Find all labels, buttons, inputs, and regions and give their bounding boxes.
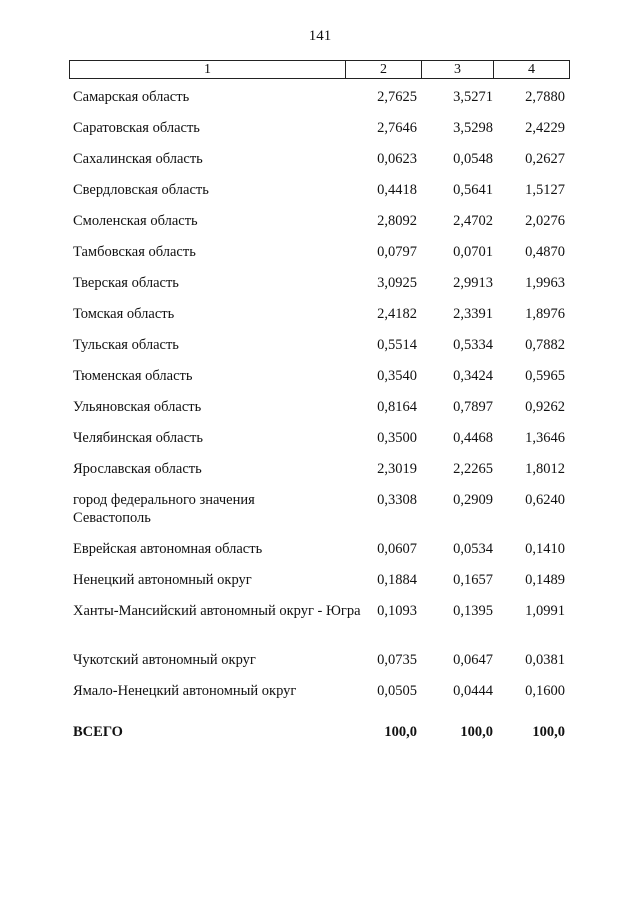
value-col-3: 0,0444 (453, 683, 493, 699)
table-row (0, 272, 640, 303)
value-col-4: 0,1600 (525, 683, 565, 699)
value-col-2: 2,7646 (377, 120, 417, 136)
value-col-2: 0,8164 (377, 399, 417, 415)
value-col-2: 0,1093 (377, 603, 417, 619)
region-name: Свердловская область (73, 182, 209, 198)
value-col-4: 1,8012 (525, 461, 565, 477)
table-row (0, 241, 640, 272)
region-name: Ямало-Ненецкий автономный округ (73, 683, 297, 699)
value-col-3: 0,0701 (453, 244, 493, 260)
value-col-4: 0,1489 (525, 572, 565, 588)
value-col-3: 0,1657 (453, 572, 493, 588)
table-row (0, 680, 640, 711)
value-col-2: 0,3308 (377, 492, 417, 508)
value-col-3: 0,0548 (453, 151, 493, 167)
table-row (0, 117, 640, 148)
value-col-4: 1,9963 (525, 275, 565, 291)
page-number: 141 (308, 28, 332, 44)
value-col-3: 2,9913 (453, 275, 493, 291)
value-col-4: 0,1410 (525, 541, 565, 557)
column-header-row (70, 61, 570, 79)
total-label: ВСЕГО (73, 724, 123, 740)
data-table-body (0, 86, 640, 752)
value-col-2: 0,0735 (377, 652, 417, 668)
value-col-4: 2,0276 (525, 213, 565, 229)
column-header-table (69, 60, 570, 79)
value-col-4: 0,5965 (525, 368, 565, 384)
value-col-4: 0,6240 (525, 492, 565, 508)
value-col-3: 0,2909 (453, 492, 493, 508)
table-row (0, 396, 640, 427)
table-row (0, 334, 640, 365)
value-col-3: 3,5271 (453, 89, 493, 105)
total-col-4: 100,0 (532, 724, 565, 740)
value-col-3: 0,0647 (453, 652, 493, 668)
region-name: Самарская область (73, 89, 190, 105)
total-col-2: 100,0 (384, 724, 417, 740)
value-col-4: 1,5127 (525, 182, 565, 198)
region-name: Ненецкий автономный округ (73, 572, 252, 588)
region-name: Челябинская область (73, 430, 203, 446)
region-name: Чукотский автономный округ (73, 652, 256, 668)
table-row (0, 600, 640, 649)
value-col-3: 0,5641 (453, 182, 493, 198)
value-col-2: 0,0607 (377, 541, 417, 557)
value-col-4: 1,8976 (525, 306, 565, 322)
region-name: Тульская область (73, 337, 179, 353)
value-col-3: 0,3424 (453, 368, 493, 384)
region-name: Саратовская область (73, 120, 200, 136)
value-col-2: 0,1884 (377, 572, 417, 588)
table-row (0, 458, 640, 489)
value-col-3: 2,4702 (453, 213, 493, 229)
table-row (0, 569, 640, 600)
table-row (0, 365, 640, 396)
region-name: Тюменская область (73, 368, 193, 384)
value-col-2: 2,8092 (377, 213, 417, 229)
value-col-2: 0,0505 (377, 683, 417, 699)
value-col-3: 2,3391 (453, 306, 493, 322)
table-row (0, 538, 640, 569)
table-row (0, 210, 640, 241)
value-col-4: 2,7880 (525, 89, 565, 105)
value-col-3: 0,4468 (453, 430, 493, 446)
value-col-2: 0,3500 (377, 430, 417, 446)
table-row (0, 303, 640, 334)
column-header-3: 3 (422, 61, 494, 79)
value-col-4: 0,2627 (525, 151, 565, 167)
region-name: Томская область (73, 306, 175, 322)
value-col-3: 0,5334 (453, 337, 493, 353)
table-row (0, 86, 640, 117)
region-name: Ярославская область (73, 461, 202, 477)
column-header-2: 2 (346, 61, 422, 79)
value-col-2: 0,0797 (377, 244, 417, 260)
region-name: Еврейская автономная область (73, 541, 263, 557)
value-col-3: 0,0534 (453, 541, 493, 557)
value-col-3: 0,1395 (453, 603, 493, 619)
region-name: Тверская область (73, 275, 179, 291)
value-col-2: 0,5514 (377, 337, 417, 353)
region-name: Сахалинская область (73, 151, 203, 167)
total-row (0, 721, 640, 752)
column-header-1: 1 (70, 61, 346, 79)
table-row (0, 489, 640, 538)
value-col-2: 0,3540 (377, 368, 417, 384)
value-col-4: 0,4870 (525, 244, 565, 260)
value-col-3: 2,2265 (453, 461, 493, 477)
value-col-2: 0,0623 (377, 151, 417, 167)
value-col-2: 2,7625 (377, 89, 417, 105)
value-col-2: 0,4418 (377, 182, 417, 198)
region-name: Тамбовская область (73, 244, 196, 260)
value-col-4: 2,4229 (525, 120, 565, 136)
value-col-3: 3,5298 (453, 120, 493, 136)
value-col-4: 0,0381 (525, 652, 565, 668)
table-row (0, 179, 640, 210)
region-name: город федерального значения Севастополь (73, 492, 255, 526)
table-row (0, 649, 640, 680)
value-col-2: 3,0925 (377, 275, 417, 291)
value-col-2: 2,3019 (377, 461, 417, 477)
region-name: Смоленская область (73, 213, 198, 229)
value-col-4: 0,7882 (525, 337, 565, 353)
region-name: Ханты-Мансийский автономный округ - Югра (73, 603, 361, 619)
value-col-4: 0,9262 (525, 399, 565, 415)
value-col-4: 1,0991 (525, 603, 565, 619)
value-col-4: 1,3646 (525, 430, 565, 446)
table-row (0, 148, 640, 179)
total-col-3: 100,0 (460, 724, 493, 740)
column-header-4: 4 (494, 61, 570, 79)
row-spacer (0, 711, 640, 721)
region-name: Ульяновская область (73, 399, 202, 415)
value-col-3: 0,7897 (453, 399, 493, 415)
value-col-2: 2,4182 (377, 306, 417, 322)
table-row (0, 427, 640, 458)
